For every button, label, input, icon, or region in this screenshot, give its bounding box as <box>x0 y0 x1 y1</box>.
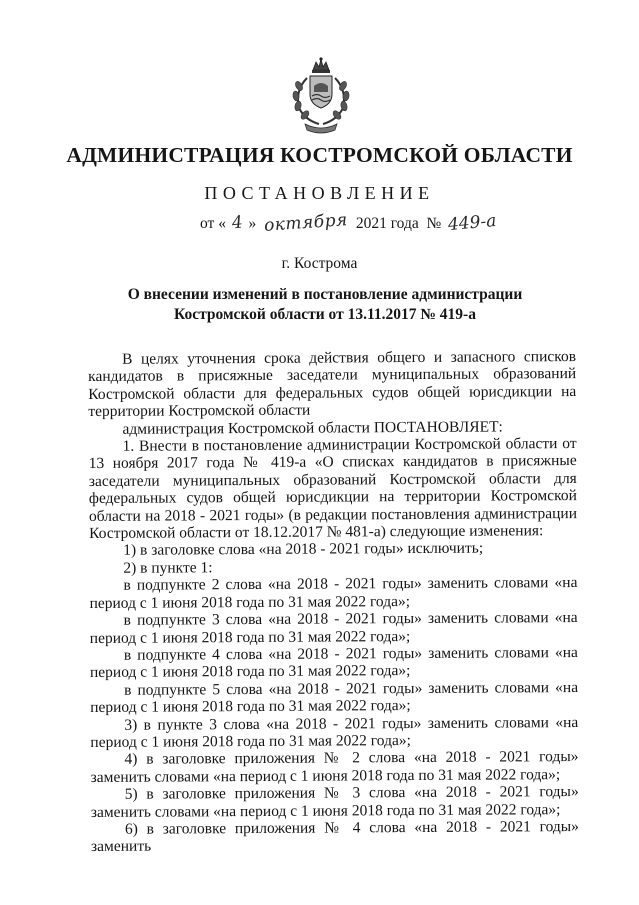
paragraph: 1) в заголовке слова «на 2018 - 2021 годы» исключить; <box>123 540 484 560</box>
paragraph: В целях уточнения срока действия общего и запасного списков кандидатов в присяжные заседатели муниципальных образований Костромской области для федеральных судов общей юрисдикции на территории Костромской области <box>88 348 577 421</box>
date-month-handwritten: октября <box>263 210 349 236</box>
date-day-handwritten: 4 <box>230 212 244 234</box>
date-prefix: от « <box>200 215 226 232</box>
subject-line: Костромской области от 13.11.2017 № 419-а <box>174 306 476 323</box>
date-year: 2021 года <box>355 215 419 232</box>
date-number-line <box>200 210 498 236</box>
document-type: ПОСТАНОВЛЕНИЕ <box>204 183 435 203</box>
subject-line: О внесении изменений в постановление администрации <box>127 286 523 303</box>
city: г. Кострома <box>281 255 358 272</box>
paragraph: 5) в заголовке приложения № 3 слова «на 2018 - 2021 годы» заменить словами «на период с 1 июня 2018 года по 31 мая 2022 года»; <box>90 783 579 821</box>
document-body <box>88 348 579 856</box>
organization-title: АДМИНИСТРАЦИЯ КОСТРОМСКОЙ ОБЛАСТИ <box>66 143 573 167</box>
paragraph: 4) в заголовке приложения № 2 слова «на 2018 - 2021 годы» заменить словами «на период с 1 июня 2018 года по 31 мая 2022 года»; <box>90 748 579 786</box>
paragraph: администрация Костромской области ПОСТАНОВЛЯЕТ: <box>122 418 503 438</box>
paragraph: 3) в пункте 3 слова «на 2018 - 2021 годы» заменить словами «на период с 1 июня 2018 года по 31 мая 2022 года»; <box>90 713 579 751</box>
paragraph: в подпункте 4 слова «на 2018 - 2021 годы» заменить словами «на период с 1 июня 2018 года по 31 мая 2022 года»; <box>89 643 578 682</box>
document-subject <box>120 285 530 325</box>
paragraph: 2) в пункте 1: <box>123 559 213 577</box>
coat-of-arms-icon <box>283 56 359 140</box>
date-day-suffix: » <box>248 215 257 232</box>
paragraph: в подпункте 3 слова «на 2018 - 2021 годы» заменить словами «на период с 1 июня 2018 года по 31 мая 2022 года»; <box>89 609 578 647</box>
paragraph: 6) в заголовке приложения № 4 слова «на 2018 - 2021 годы» заменить <box>90 817 579 856</box>
paragraph: в подпункте 2 слова «на 2018 - 2021 годы» заменить словами «на период с 1 июня 2018 года по 31 мая 2022 года»; <box>89 574 578 612</box>
paragraph: 1. Внести в постановление администрации Костромской области от 13 ноября 2017 года № 419-а «О списках кандидатов в присяжные заседатели муниципальных образований Костромской области для федеральных судов общей юрисдикции на территории Костромской области на 2018 - 2021 годы» (в редакции постановления администрации Костромской области от 18.12.2017 № 481-а) следующие изменения: <box>88 435 578 543</box>
document-number-handwritten: 449-а <box>447 210 498 236</box>
paragraph: в подпункте 5 слова «на 2018 - 2021 годы» заменить словами «на период с 1 июня 2018 года по 31 мая 2022 года»; <box>90 678 579 717</box>
number-label: № <box>426 215 442 232</box>
